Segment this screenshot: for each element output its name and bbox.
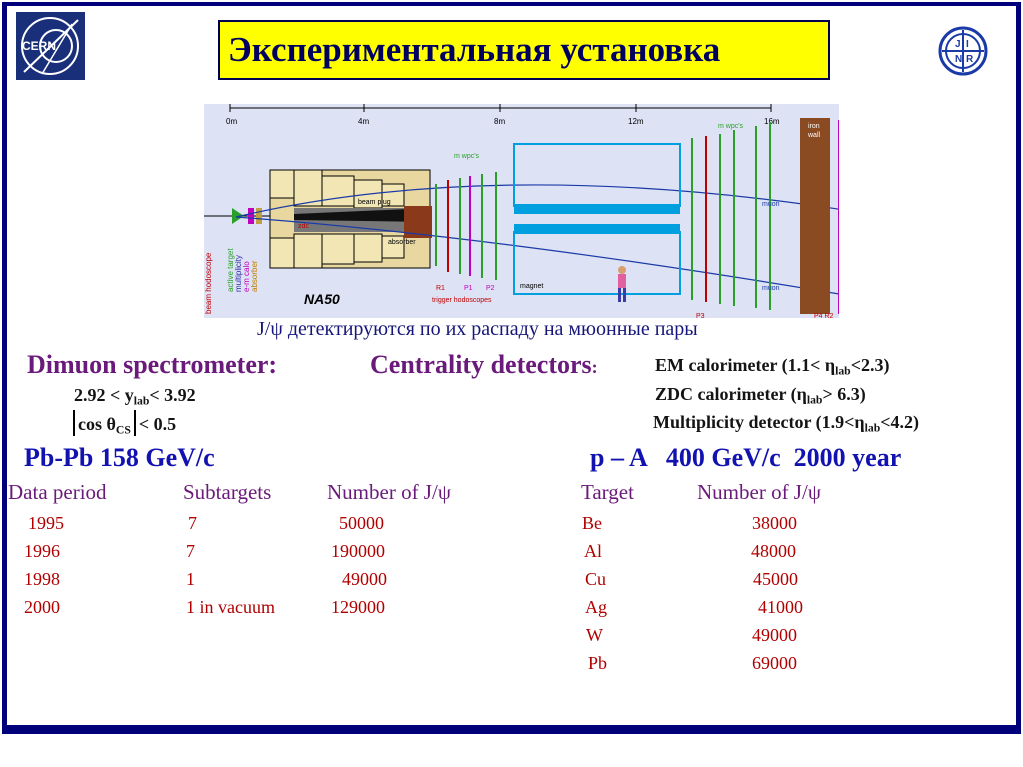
cern-logo-text: CERN <box>22 39 57 53</box>
jinr-letter-n: N <box>955 54 963 65</box>
label-p1: P1 <box>464 285 473 292</box>
pbpb-row-jpsi: 190000 <box>331 541 385 561</box>
pa-header-target: Target <box>581 480 634 504</box>
scale-label-8m: 8m <box>494 117 506 126</box>
pa-row-target: Cu <box>585 569 607 589</box>
label-active-target: active target <box>226 248 235 292</box>
pa-row-jpsi: 45000 <box>753 569 798 589</box>
centrality-heading-text: Centrality detectors <box>370 350 592 379</box>
cos-post: < 0.5 <box>138 414 177 434</box>
jinr-letter-i: I <box>966 39 969 50</box>
pa-row-jpsi: 49000 <box>752 625 797 645</box>
pbpb-row-jpsi: 129000 <box>331 597 385 617</box>
label-r1: R1 <box>436 285 445 292</box>
pbpb-header-period: Data period <box>8 480 107 504</box>
cos-sub: CS <box>115 423 131 437</box>
pbpb-heading: Pb-Pb 158 GeV/c <box>24 443 215 472</box>
label-magnet: magnet <box>520 283 544 290</box>
dimuon-cos-cut <box>70 410 176 437</box>
em-pre: EM calorimeter (1.1< η <box>655 355 836 375</box>
mult-pre: Multiplicity detector (1.9<η <box>653 412 865 432</box>
absorber-blocks <box>270 170 432 268</box>
y-range-pre: 2.92 < y <box>74 385 134 405</box>
cern-logo <box>16 12 85 80</box>
label-mwpc-right: m wpc's <box>718 123 744 130</box>
dimuon-heading: Dimuon spectrometer: <box>27 350 278 379</box>
label-muon-bottom: muon <box>762 285 780 292</box>
scale-label-12m: 12m <box>628 117 644 126</box>
label-muon-top: muon <box>762 201 780 208</box>
label-p4-r2: P4 R2 <box>814 313 834 318</box>
scale-label-4m: 4m <box>358 117 370 126</box>
detector-caption: J/ψ детектируются по их распаду на мюонные пары <box>257 318 698 340</box>
na50-detector-diagram <box>196 96 839 318</box>
jinr-logo <box>938 26 988 76</box>
em-post: <2.3) <box>850 355 890 375</box>
pa-row-jpsi: 69000 <box>752 653 797 673</box>
centrality-multiplicity <box>653 412 919 435</box>
label-absorber-vertical: absorber <box>250 260 259 292</box>
pbpb-row-period: 1995 <box>28 513 64 533</box>
cos-pre: cos θ <box>78 414 116 434</box>
pa-row-target: Be <box>582 513 602 533</box>
zdc-post: > 6.3) <box>822 384 866 404</box>
pbpb-row-subtargets: 7 <box>188 513 197 533</box>
zdc-sub: lab <box>806 393 823 407</box>
label-beam-plug: beam plug <box>358 199 391 206</box>
scale-label-16m: 16m <box>764 117 780 126</box>
pbpb-row-subtargets: 1 <box>186 569 195 589</box>
pbpb-row-period: 2000 <box>24 597 60 617</box>
pa-row-jpsi: 48000 <box>751 541 796 561</box>
em-sub: lab <box>835 364 851 378</box>
pbpb-row-subtargets: 1 in vacuum <box>186 597 275 617</box>
abs-bar-right <box>134 410 136 436</box>
zdc-pre: ZDC calorimeter (η <box>655 384 807 404</box>
centrality-colon: : <box>591 357 598 377</box>
pbpb-row-jpsi: 49000 <box>342 569 387 589</box>
label-iron: iron <box>808 123 820 130</box>
label-em-calo: e-m calo <box>242 261 251 292</box>
label-beam-hodoscope: beam hodoscope <box>204 252 213 314</box>
jinr-letter-r: R <box>966 54 974 65</box>
mult-post: <4.2) <box>880 412 919 432</box>
slide-title: Экспериментальная установка <box>218 20 830 80</box>
pbpb-row-period: 1996 <box>24 541 60 561</box>
centrality-zdc <box>655 384 866 407</box>
abs-bar-left <box>73 410 75 436</box>
label-p2: P2 <box>486 285 495 292</box>
pa-row-target: W <box>586 625 603 645</box>
pa-row-jpsi: 38000 <box>752 513 797 533</box>
pa-header-jpsi: Number of J/ψ <box>697 480 821 504</box>
y-range-sub: lab <box>133 394 150 408</box>
pbpb-header-jpsi: Number of J/ψ <box>327 480 451 504</box>
mult-sub: lab <box>864 421 881 435</box>
pa-row-target: Pb <box>588 653 608 673</box>
label-p3: P3 <box>696 313 705 318</box>
label-trigger-hodoscopes: trigger hodoscopes <box>432 297 492 304</box>
pa-heading: p – A 400 GeV/c 2000 year <box>590 443 902 472</box>
pbpb-header-subtargets: Subtargets <box>183 480 272 504</box>
centrality-em <box>655 355 889 378</box>
jinr-letter-j: J <box>955 39 961 50</box>
label-wall: wall <box>808 132 821 139</box>
label-multiplicity: multiplicity <box>234 255 243 292</box>
pbpb-row-jpsi: 50000 <box>339 513 384 533</box>
y-range-post: < 3.92 <box>149 385 196 405</box>
centrality-heading <box>370 350 598 380</box>
label-na50: NA50 <box>304 291 340 307</box>
pbpb-row-period: 1998 <box>24 569 60 589</box>
pa-row-jpsi: 41000 <box>758 597 803 617</box>
dimuon-y-range <box>74 385 196 408</box>
label-mwpc-left: m wpc's <box>454 153 480 160</box>
label-zdc: zdc <box>298 223 309 230</box>
pbpb-row-subtargets: 7 <box>186 541 195 561</box>
label-absorber: absorber <box>388 239 416 246</box>
pa-row-target: Al <box>584 541 602 561</box>
pa-row-target: Ag <box>585 597 607 617</box>
scale-label-0m: 0m <box>226 117 238 126</box>
